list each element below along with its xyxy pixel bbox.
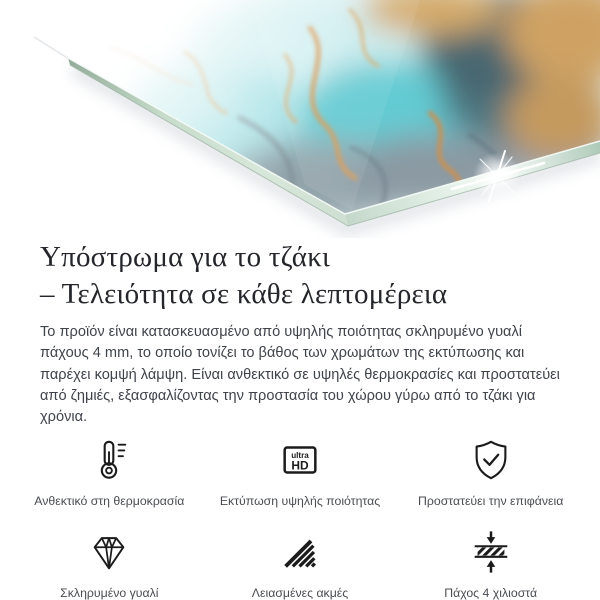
product-description: Το προϊόν είναι κατασκευασμένο από υψηλής ποιότητας σκληρυμένο γυαλί πάχους 4 mm, το οποίο τονίζει το βάθος των χρωμάτων της εκτύπωσης και παρέχει κομψή λάμψη. Είναι ανθεκτικό σε υψηλές θερμοκρασίες και προστατεύει από ζημιές, εξασφαλίζοντας την προστασία του χώρου γύρω από το τζάκι για χρόνια. — [40, 324, 560, 426]
feature-grid — [0, 437, 600, 600]
feature-tempered-glass — [14, 529, 205, 600]
thermometer-icon — [86, 437, 132, 483]
feature-label: Ανθεκτικό στη θερμοκρασία — [34, 494, 185, 509]
svg-text:HD: HD — [291, 459, 309, 474]
page-title — [40, 239, 560, 313]
title-line-2: – Τελειότητα σε κάθε λεπτομέρεια — [40, 278, 448, 310]
feature-label: Εκτύπωση υψηλής ποιότητας — [219, 494, 381, 509]
ultra-hd-icon — [277, 437, 323, 483]
feature-thickness — [395, 529, 586, 600]
feature-label: Προστατεύει την επιφάνεια — [418, 494, 564, 509]
feature-polished-edges — [205, 529, 396, 600]
glass-corner-reflection — [34, 37, 69, 59]
polished-edges-icon — [277, 529, 323, 575]
feature-label: Σκληρυμένο γυαλί — [60, 586, 159, 600]
feature-surface-protection — [395, 437, 586, 508]
content-section — [0, 239, 600, 428]
feature-print-quality — [205, 437, 396, 508]
svg-text:ultra: ultra — [291, 451, 309, 461]
thickness-icon — [468, 529, 514, 575]
hero-image — [0, 0, 600, 238]
feature-label: Λειασμένες ακμές — [251, 586, 349, 600]
title-line-1: Υπόστρωμα για το τζάκι — [40, 241, 331, 273]
feature-heat-resistant — [14, 437, 205, 508]
shield-check-icon — [468, 437, 514, 483]
feature-label: Πάχος 4 χιλιοστά — [444, 586, 538, 600]
diamond-icon — [86, 529, 132, 575]
